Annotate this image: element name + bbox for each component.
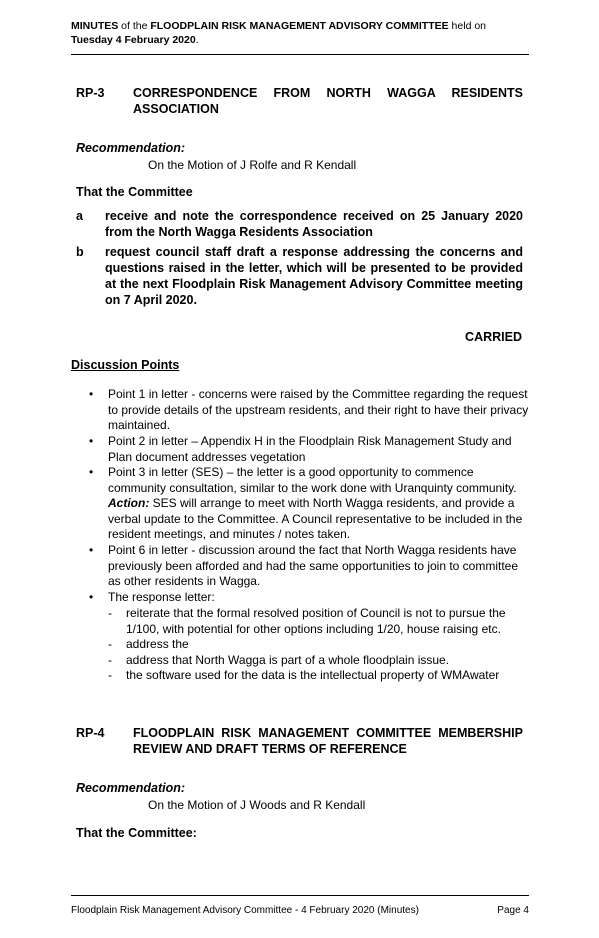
header-committee: FLOODPLAIN RISK MANAGEMENT ADVISORY COMMITTEE: [150, 20, 449, 32]
bullet-icon: •: [89, 543, 94, 557]
bullet-icon: •: [89, 434, 94, 448]
discussion-bullet: [89, 387, 529, 434]
rp3-section-heading: [76, 86, 523, 117]
sub-item-text: the software used for the data is the intellectual property of WMAwater: [126, 668, 500, 682]
header-of: of the: [118, 20, 151, 32]
discussion-bullet: [89, 543, 529, 590]
rp4-that-the-committee: That the Committee:: [76, 826, 197, 840]
page-footer: [71, 905, 529, 916]
rp3-recommendation-label: Recommendation:: [76, 141, 186, 155]
rp3-title-line1: CORRESPONDENCE FROM NORTH WAGGA RESIDENTS: [133, 86, 523, 100]
bullet-text-b: SES will arrange to meet with North Wagga residents, and provide a verbal update to the Committee. A Council representative to be included in the resident meetings, and minutes / notes taken.: [108, 496, 523, 541]
item-text: receive and note the correspondence received on 25 January 2020 from the North Wagga Residents Association: [105, 209, 523, 239]
bullet-text: [108, 465, 529, 543]
rp4-title-line2: REVIEW AND DRAFT TERMS OF REFERENCE: [133, 741, 407, 756]
discussion-bullet: [89, 590, 529, 606]
header-date: Tuesday 4 February 2020: [71, 34, 196, 46]
rp3-item-a: [76, 208, 523, 240]
response-sub-item: - reiterate that the formal resolved position of Council is not to pursue the 1/100, with potential for other options including 1/20, house raising etc.: [108, 606, 528, 637]
rp3-that-the-committee: That the Committee: [76, 185, 193, 199]
response-sub-item: - the software used for the data is the intellectual property of WMAwater: [108, 668, 528, 684]
rp4-section-heading: [76, 726, 523, 757]
page-number: Page 4: [497, 905, 529, 916]
rp3-number: RP-3: [76, 86, 105, 100]
action-label: Action:: [108, 496, 150, 510]
header-held-on: held on: [448, 20, 487, 32]
rp4-number: RP-4: [76, 726, 105, 740]
item-letter: b: [76, 245, 84, 259]
bullet-text: Point 6 in letter - discussion around the fact that North Wagga residents have previously been afforded and had the same opportunities to join to committee as other residents in Wagga.: [108, 543, 519, 588]
sub-item-text: address the: [126, 637, 189, 651]
bullet-text: The response letter:: [108, 590, 215, 604]
discussion-points-heading: Discussion Points: [71, 358, 180, 372]
footer-text: Floodplain Risk Management Advisory Committee - 4 February 2020 (Minutes): [71, 905, 419, 916]
item-letter: a: [76, 209, 83, 223]
sub-item-text: address that North Wagga is part of a whole floodplain issue.: [126, 653, 450, 667]
header-minutes: MINUTES: [71, 20, 119, 32]
discussion-bullet: [89, 434, 529, 465]
bullet-icon: •: [89, 590, 94, 604]
rp4-title-line1: FLOODPLAIN RISK MANAGEMENT COMMITTEE MEMBERSHIP: [133, 726, 523, 740]
rp3-item-b: [76, 244, 523, 308]
rp3-carried: CARRIED: [465, 330, 522, 344]
header-divider: [71, 54, 529, 55]
rp3-motion: On the Motion of J Rolfe and R Kendall: [148, 158, 357, 172]
rp4-motion: On the Motion of J Woods and R Kendall: [148, 798, 366, 812]
response-sub-item: - address that North Wagga is part of a whole floodplain issue.: [108, 653, 528, 669]
item-text: request council staff draft a response addressing the concerns and questions raised in the letter, which will be presented to be provided at the next Floodplain Risk Management Advisory Committee meeting on 7 April 2020.: [105, 245, 523, 307]
bullet-icon: •: [89, 387, 94, 401]
header-period: .: [195, 34, 199, 46]
discussion-bullet: [89, 465, 529, 543]
bullet-text-a: Point 3 in letter (SES) – the letter is a good opportunity to commence community consultation, similar to the work done with Uranquinty community.: [108, 465, 517, 495]
response-sub-item: - address the: [108, 637, 528, 653]
bullet-text: Point 2 in letter – Appendix H in the Floodplain Risk Management Study and Plan document addresses vegetation: [108, 434, 512, 464]
rp4-recommendation-label: Recommendation:: [76, 781, 186, 795]
bullet-text: Point 1 in letter - concerns were raised by the Committee regarding the request to provide details of the upstream residents, and their right to have their privacy maintained.: [108, 387, 529, 432]
rp3-title-line2: ASSOCIATION: [133, 101, 219, 116]
bullet-icon: •: [89, 465, 94, 479]
page-header: [71, 19, 526, 47]
sub-item-text: reiterate that the formal resolved position of Council is not to pursue the 1/100, with potential for other options including 1/20, house raising etc.: [126, 606, 506, 636]
footer-divider: [71, 895, 529, 896]
